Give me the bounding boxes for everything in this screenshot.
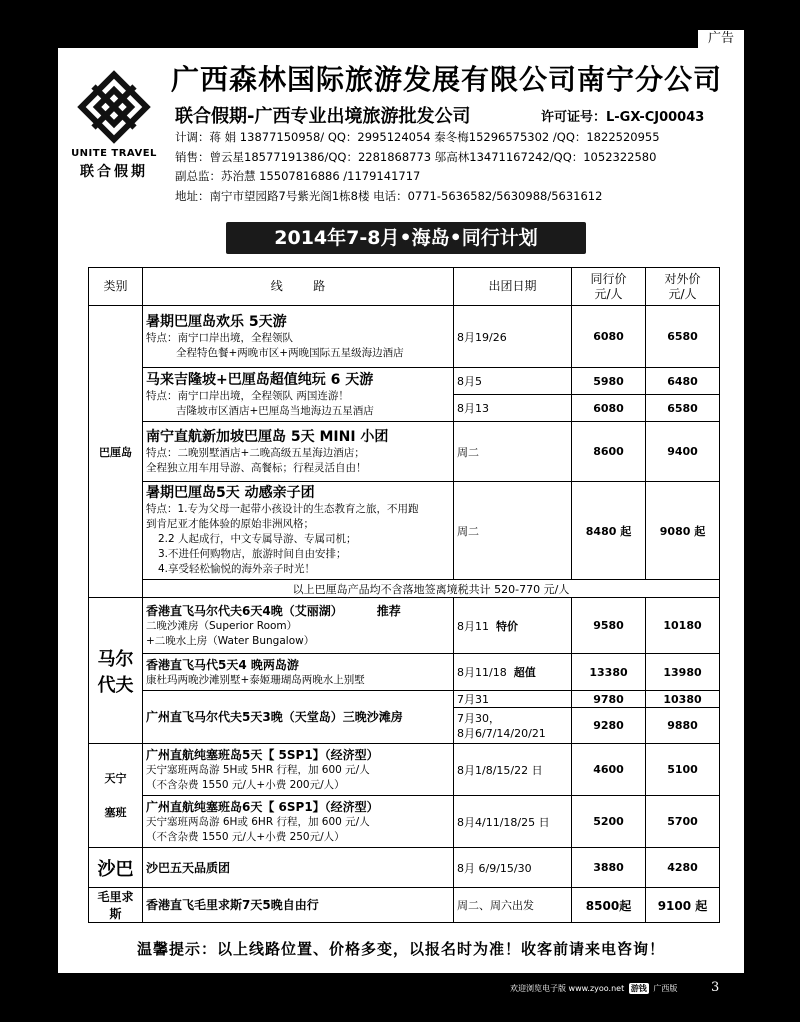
header-route: 线 路 — [143, 268, 454, 306]
route-title: 沙巴五天品质团 — [146, 860, 231, 875]
route-detail: 特点：1.专为父母一起带小孩设计的生态教育之旅，不用跑 — [146, 503, 419, 515]
route-detail: 全程特色餐+两晚市区+两晚国际五星级海边酒店 — [176, 346, 404, 359]
public-price: 9400 — [646, 422, 720, 482]
public-price: 5700 — [646, 796, 720, 848]
route-detail: 天宁塞班两岛游 6H或 6HR 行程，加 600 元/人 — [146, 815, 370, 828]
category-bali: 巴厘岛 — [89, 306, 143, 598]
peer-price: 5980 — [572, 368, 646, 395]
route-cell — [143, 422, 454, 482]
departure-date: 8月1/8/15/22 日 — [454, 744, 572, 796]
peer-price: 13380 — [572, 654, 646, 691]
peer-price: 9280 — [572, 708, 646, 744]
contact-line: 计调：蒋 娟 13877150958/ QQ：2995124054 秦冬梅15296575302 /QQ：1822520955 — [175, 130, 660, 144]
contacts-block — [175, 128, 660, 206]
table-row — [89, 598, 720, 654]
table-row — [89, 848, 720, 888]
warm-tip: 温馨提示：以上线路位置、价格多变，以报名时为准！收客前请来电咨询！ — [136, 940, 665, 958]
route-detail: （不含杂费 1550 元/人+小费 200元/人） — [146, 778, 345, 791]
route-detail: 全程独立用车用导游、高餐标；行程灵活自由！ — [146, 461, 367, 474]
route-detail: 二晚沙滩房（Superior Room） — [146, 619, 298, 632]
route-title: 香港直飞马尔代夫6天4晚（艾丽湖） — [146, 603, 343, 618]
contact-line: 副总监：苏治慧 15507816886 /1179141717 — [175, 169, 421, 183]
public-price: 4280 — [646, 848, 720, 888]
departure-date: 8月 6/9/15/30 — [454, 848, 572, 888]
footer-text: 欢迎浏览电子版 www.zyoo.net — [510, 984, 625, 993]
peer-price: 5200 — [572, 796, 646, 848]
header-public-price: 对外价 元/人 — [646, 268, 720, 306]
peer-price: 8500起 — [572, 888, 646, 923]
page-number: 3 — [711, 980, 720, 995]
public-price: 10180 — [646, 598, 720, 654]
category-tinian-saipan: 天宁 塞班 — [89, 744, 143, 848]
route-title: 暑期巴厘岛5天 动感亲子团 — [146, 485, 315, 501]
route-cell — [143, 744, 454, 796]
route-detail: 3.不进任何购物店，旅游时间自由安排； — [158, 548, 347, 560]
public-price: 9880 — [646, 708, 720, 744]
route-cell — [143, 848, 454, 888]
bali-tax-note: 以上巴厘岛产品均不含落地签离境税共计 520-770 元/人 — [143, 580, 720, 598]
departure-date-cell — [454, 598, 572, 654]
logo-chinese-text: 联合假期 — [80, 164, 148, 180]
peer-price: 9780 — [572, 691, 646, 708]
table-row — [89, 888, 720, 923]
public-price: 9080 起 — [646, 482, 720, 580]
table-row — [89, 796, 720, 848]
table-row — [89, 744, 720, 796]
route-cell — [143, 888, 454, 923]
peer-price: 9580 — [572, 598, 646, 654]
public-price: 5100 — [646, 744, 720, 796]
route-detail: 特点：二晚别墅酒店+二晚高级五星海边酒店； — [146, 446, 365, 459]
route-title: 广州直航纯塞班岛5天【 5SP1】（经济型） — [146, 747, 379, 762]
company-subtitle: 联合假期-广西专业出境旅游批发公司 — [175, 106, 471, 127]
category-maldives: 马尔 代夫 — [89, 598, 143, 744]
route-detail: 吉隆坡市区酒店+巴厘岛当地海边五星酒店 — [176, 404, 374, 417]
table-row — [89, 306, 720, 368]
route-detail: 康杜玛两晚沙滩别墅+泰姬珊瑚岛两晚水上别墅 — [146, 673, 365, 686]
table-row — [89, 422, 720, 482]
public-price: 6580 — [646, 395, 720, 422]
departure-date: 周二 — [454, 422, 572, 482]
route-title: 马来吉隆坡+巴厘岛超值纯玩 6 天游 — [146, 371, 374, 388]
date-tag: 特价 — [496, 619, 518, 633]
contact-line: 地址：南宁市望园路7号紫光阁1栋8楼 电话：0771-5636582/5630988/5631612 — [175, 188, 603, 203]
page — [58, 48, 744, 973]
route-title: 南宁直航新加坡巴厘岛 5天 MINI 小团 — [146, 428, 389, 445]
logo — [68, 68, 160, 208]
route-cell — [143, 306, 454, 368]
peer-price: 8600 — [572, 422, 646, 482]
public-price: 6480 — [646, 368, 720, 395]
peer-price: 4600 — [572, 744, 646, 796]
route-title: 暑期巴厘岛欢乐 5天游 — [146, 313, 287, 330]
table-row — [89, 691, 720, 708]
plan-banner: 2014年7-8月•海岛•同行计划 — [226, 222, 586, 254]
departure-date: 8月5 — [454, 368, 572, 395]
tour-plan-table — [88, 267, 720, 923]
header-date: 出团日期 — [454, 268, 572, 306]
departure-date-cell — [454, 654, 572, 691]
departure-date: 周二、周六出发 — [454, 888, 572, 923]
route-cell — [143, 796, 454, 848]
category-sabah: 沙巴 — [89, 848, 143, 888]
route-detail: +二晚水上房（Water Bungalow） — [146, 634, 315, 647]
public-price: 10380 — [646, 691, 720, 708]
route-cell — [143, 654, 454, 691]
license-number: 许可证号：L-GX-CJ00043 — [541, 110, 705, 125]
route-cell — [143, 368, 454, 422]
footer — [510, 983, 677, 994]
public-price: 9100 起 — [646, 888, 720, 923]
contact-line: 销售：曾云星18577191386/QQ：2281868773 邬高林13471167242/QQ：1052322580 — [175, 149, 657, 164]
route-title: 广州直飞马尔代夫5天3晚（天堂岛）三晚沙滩房 — [146, 710, 403, 724]
route-detail: 特点：南宁口岸出境，全程领队 — [146, 331, 293, 344]
header-peer-price: 同行价 元/人 — [572, 268, 646, 306]
route-cell — [143, 482, 454, 580]
route-detail: （不含杂费 1550 元/人+小费 250元/人） — [146, 830, 345, 843]
route-detail: 天宁塞班两岛游 5H或 5HR 行程，加 600 元/人 — [146, 763, 370, 776]
route-title-line — [146, 603, 450, 619]
table-header-row — [89, 268, 720, 306]
route-cell — [143, 598, 454, 654]
public-price: 6580 — [646, 306, 720, 368]
departure-date: 8月4/11/18/25 日 — [454, 796, 572, 848]
recommend-tag: 推荐 — [376, 603, 401, 618]
peer-price: 3880 — [572, 848, 646, 888]
company-title: 广西森林国际旅游发展有限公司南宁分公司 — [171, 63, 723, 96]
route-detail: 4.享受轻松愉悦的海外亲子时光！ — [158, 563, 316, 575]
departure-date: 8月11 — [457, 619, 489, 633]
departure-date: 8月19/26 — [454, 306, 572, 368]
route-title: 广州直航纯塞班岛6天【 6SP1】（经济型） — [146, 799, 379, 814]
category-mauritius: 毛里求斯 — [89, 888, 143, 923]
peer-price: 8480 起 — [572, 482, 646, 580]
endless-knot-logo-icon — [75, 68, 153, 146]
departure-date: 周二 — [454, 482, 572, 580]
peer-price: 6080 — [572, 395, 646, 422]
date-tag: 超值 — [513, 666, 536, 679]
departure-date: 7月30， 8月6/7/14/20/21 — [454, 708, 572, 744]
ad-tag: 广告 — [698, 30, 744, 48]
route-detail: 到肯尼亚才能体验的原始非洲风格； — [146, 518, 314, 530]
route-title: 香港直飞马代5天4 晚两岛游 — [146, 657, 299, 672]
route-detail: 2.2 人起成行，中文专属导游、专属司机； — [158, 533, 357, 545]
table-row — [89, 654, 720, 691]
table-row — [89, 368, 720, 395]
table-row — [89, 580, 720, 598]
footer-badge: 游钱 — [630, 984, 647, 993]
header-category: 类别 — [89, 268, 143, 306]
table-row — [89, 482, 720, 580]
departure-date: 8月11/18 — [457, 666, 507, 679]
peer-price: 6080 — [572, 306, 646, 368]
departure-date: 8月13 — [454, 395, 572, 422]
logo-english-text: UNITE TRAVEL — [71, 148, 157, 159]
route-cell — [143, 691, 454, 744]
public-price: 13980 — [646, 654, 720, 691]
route-detail: 特点：南宁口岸出境，全程领队 两国连游！ — [146, 389, 349, 402]
footer-edition: 广西版 — [653, 984, 678, 993]
departure-date: 7月31 — [454, 691, 572, 708]
route-title: 香港直飞毛里求斯7天5晚自由行 — [146, 898, 319, 912]
